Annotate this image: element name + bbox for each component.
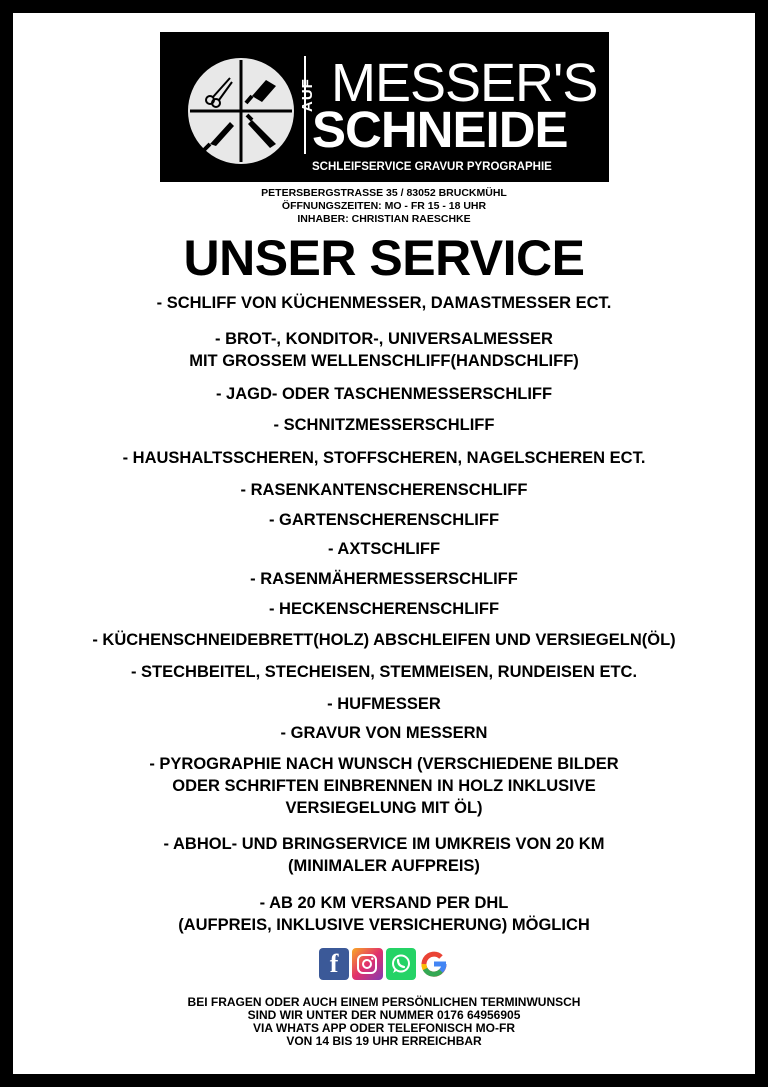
owner-line: INHABER: CHRISTIAN RAESCHKE [297,213,471,225]
service-item: - JAGD- ODER TASCHENMESSERSCHLIFF [215,385,553,403]
service-item: - GRAVUR VON MESSERN [280,724,488,742]
service-item: - SCHLIFF VON KÜCHENMESSER, DAMASTMESSER ECT. [156,294,612,312]
service-item: - SCHNITZMESSERSCHLIFF [273,416,495,434]
service-item: - RASENKANTENSCHERENSCHLIFF [240,481,528,499]
service-item: - STECHBEITEL, STECHEISEN, STEMMEISEN, RUNDEISEN ETC. [130,663,638,681]
instagram-glyph-icon [355,952,379,976]
whatsapp-glyph-icon [389,952,413,976]
logo-tagline: SCHLEIFSERVICE GRAVUR PYROGRAPHIE [312,161,552,173]
service-item: - HAUSHALTSSCHEREN, STOFFSCHEREN, NAGELSCHEREN ECT. [122,449,646,467]
contact-text: BEI FRAGEN ODER AUCH EINEM PERSÖNLICHEN TERMINWUNSCH SIND WIR UNTER DER NUMMER 0176 64956905 VIA WHATS APP ODER TELEFONISCH MO-FR VON 14 BIS 19 UHR ERREICHBAR [187,995,581,1048]
logo [160,32,609,182]
service-item: - BROT-, KONDITOR-, UNIVERSALMESSER MIT GROSSEM WELLENSCHLIFF(HANDSCHLIFF) [189,330,579,370]
knife-scissors-emblem-icon [186,56,296,166]
address-line: PETERSBERGSTRASSE 35 / 83052 BRUCKMÜHL [261,187,507,199]
service-item: - KÜCHENSCHNEIDEBRETT(HOLZ) ABSCHLEIFEN UND VERSIEGELN(ÖL) [92,631,676,649]
opening-hours-line: ÖFFNUNGSZEITEN: MO - FR 15 - 18 UHR [281,200,487,212]
flyer-sheet [13,13,755,1074]
instagram-icon[interactable] [352,948,382,980]
google-icon[interactable] [419,948,449,980]
service-item: - GARTENSCHERENSCHLIFF [268,511,500,529]
service-item: - AXTSCHLIFF [327,540,441,558]
service-item: - PYROGRAPHIE NACH WUNSCH (VERSCHIEDENE BILDER ODER SCHRIFTEN EINBRENNEN IN HOLZ INKLUSIVE VERSIEGELUNG MIT ÖL) [149,755,619,817]
page-title: UNSER SERVICE [183,230,585,286]
service-item: - RASENMÄHERMESSERSCHLIFF [250,570,518,588]
service-item: - HUFMESSER [327,695,441,713]
service-item: - AB 20 KM VERSAND PER DHL (AUFPREIS, INKLUSIVE VERSICHERUNG) MÖGLICH [178,894,590,934]
facebook-icon[interactable]: f [319,948,349,980]
address-block [13,187,755,226]
social-icons [319,948,449,982]
whatsapp-icon[interactable] [386,948,416,980]
service-item: - HECKENSCHERENSCHLIFF [268,600,500,618]
logo-schneide: SCHNEIDE [312,101,568,158]
logo-messers: MESSER'S [331,53,598,113]
service-item: - ABHOL- UND BRINGSERVICE IM UMKREIS VON 20 KM (MINIMALER AUFPREIS) [163,835,605,875]
logo-auf: AUF [299,78,316,112]
google-glyph-icon [419,949,449,979]
